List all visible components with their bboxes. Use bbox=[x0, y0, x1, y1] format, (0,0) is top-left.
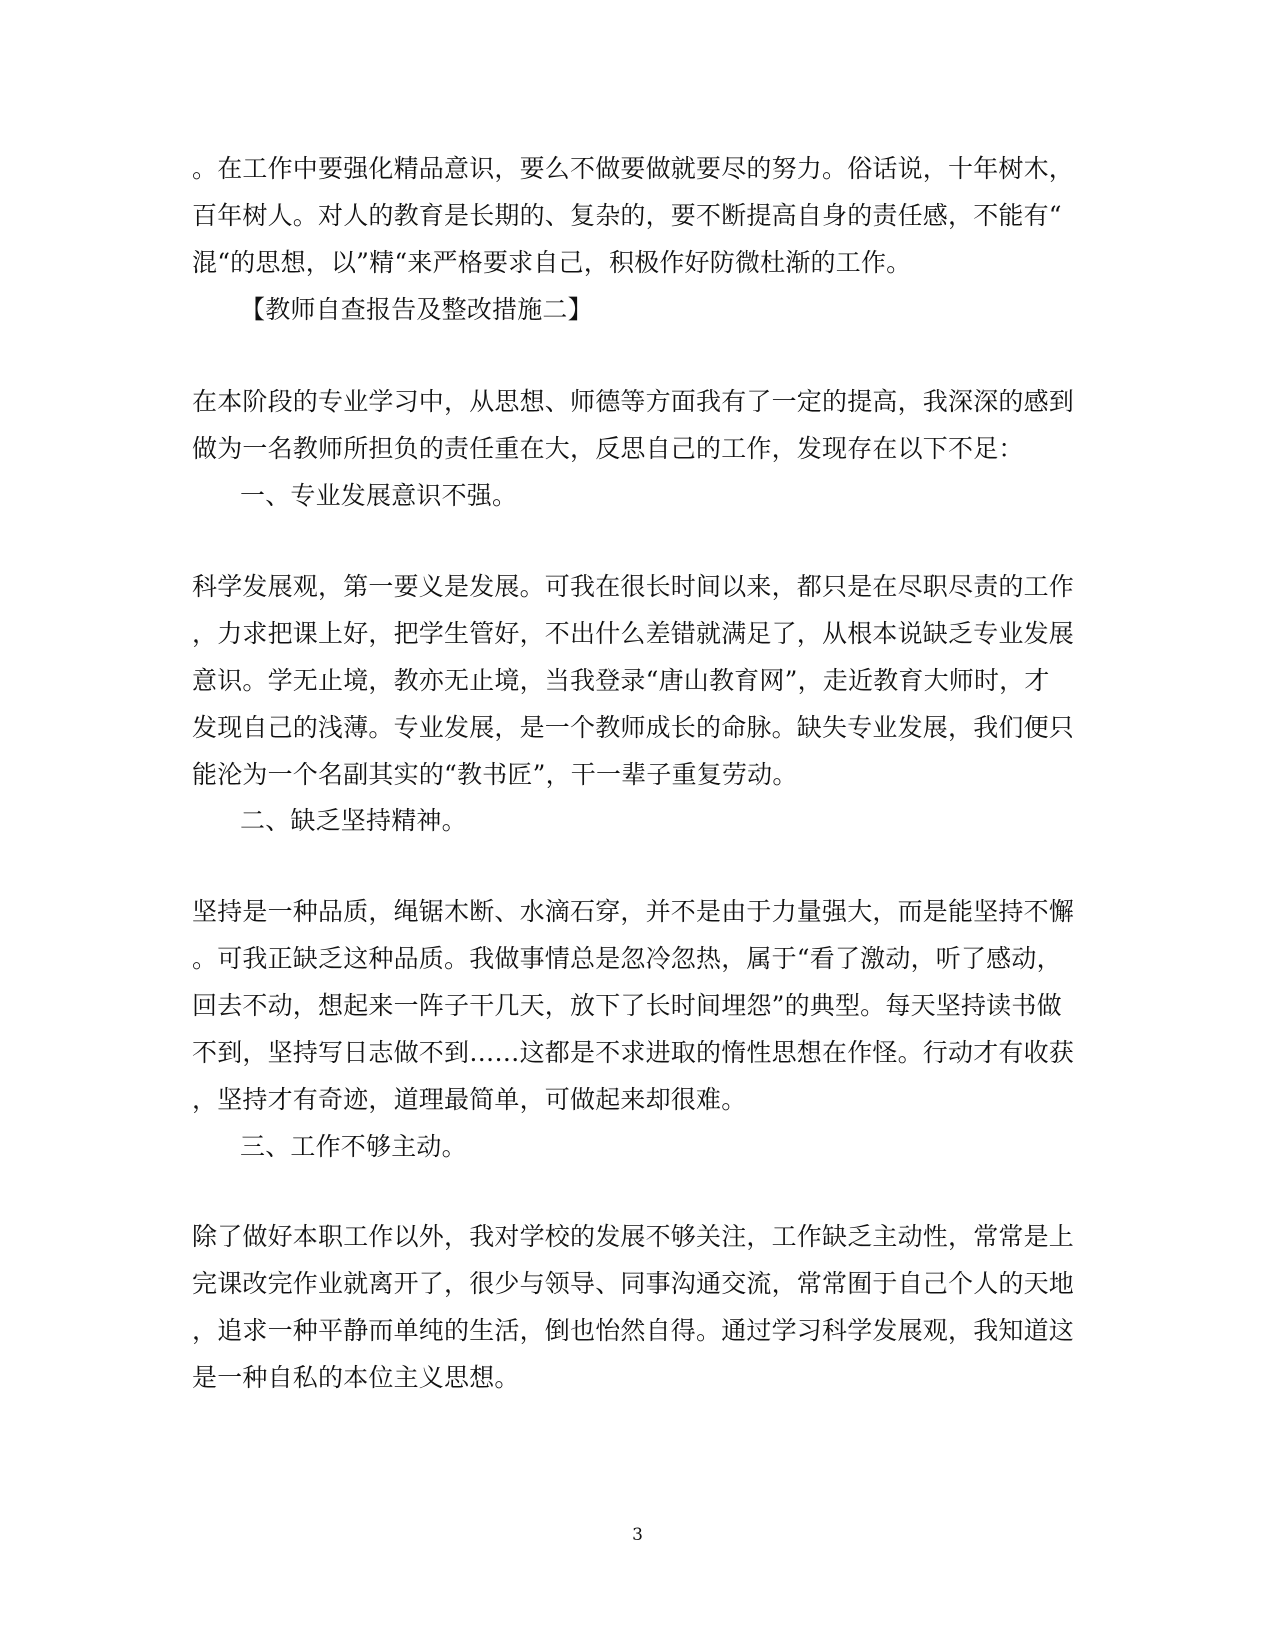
paragraph-line: 。可我正缺乏这种品质。我做事情总是忽冷忽热，属于“看了激动，听了感动， bbox=[192, 944, 1062, 973]
section-heading: 【教师自查报告及整改措施二】 bbox=[240, 295, 593, 324]
section-heading: 二、缺乏坚持精神。 bbox=[240, 806, 467, 835]
paragraph-line: 百年树人。对人的教育是长期的、复杂的，要不断提高自身的责任感，不能有“ bbox=[192, 201, 1062, 230]
paragraph-line: 除了做好本职工作以外，我对学校的发展不够关注，工作缺乏主动性，常常是上 bbox=[192, 1222, 1075, 1251]
section-heading: 三、工作不够主动。 bbox=[240, 1132, 467, 1161]
paragraph-line: 完课改完作业就离开了，很少与领导、同事沟通交流，常常囿于自己个人的天地 bbox=[192, 1269, 1075, 1298]
paragraph-line: 科学发展观，第一要义是发展。可我在很长时间以来，都只是在尽职尽责的工作 bbox=[192, 572, 1075, 601]
paragraph-line: 坚持是一种品质，绳锯木断、水滴石穿，并不是由于力量强大，而是能坚持不懈 bbox=[192, 897, 1075, 926]
paragraph-line: ，力求把课上好，把学生管好，不出什么差错就满足了，从根本说缺乏专业发展 bbox=[192, 619, 1075, 648]
section-heading: 一、专业发展意识不强。 bbox=[240, 481, 518, 510]
paragraph-line: 不到，坚持写日志做不到……这都是不求进取的惰性思想在作怪。行动才有收获 bbox=[192, 1038, 1075, 1067]
paragraph-line: 发现自己的浅薄。专业发展，是一个教师成长的命脉。缺失专业发展，我们便只 bbox=[192, 713, 1075, 742]
paragraph-line: 回去不动，想起来一阵子干几天，放下了长时间埋怨”的典型。每天坚持读书做 bbox=[192, 991, 1062, 1020]
paragraph-line: 意识。学无止境，教亦无止境，当我登录“唐山教育网”，走近教育大师时，才 bbox=[192, 666, 1050, 695]
paragraph-line: ，追求一种平静而单纯的生活，倒也怡然自得。通过学习科学发展观，我知道这 bbox=[192, 1316, 1075, 1345]
paragraph-line: 在本阶段的专业学习中，从思想、师德等方面我有了一定的提高，我深深的感到 bbox=[192, 387, 1075, 416]
paragraph-line: 能沦为一个名副其实的“教书匠”，干一辈子重复劳动。 bbox=[192, 760, 798, 789]
paragraph-line: 混“的思想，以”精“来严格要求自己，积极作好防微杜渐的工作。 bbox=[192, 248, 912, 277]
paragraph-line: 做为一名教师所担负的责任重在大，反思自己的工作，发现存在以下不足： bbox=[192, 434, 1024, 463]
page-number: 3 bbox=[632, 1525, 643, 1545]
paragraph-line: ，坚持才有奇迹，道理最简单，可做起来却很难。 bbox=[192, 1085, 747, 1114]
paragraph-line: 是一种自私的本位主义思想。 bbox=[192, 1363, 520, 1392]
paragraph-line: 。在工作中要强化精品意识，要么不做要做就要尽的努力。俗话说，十年树木， bbox=[192, 154, 1075, 183]
